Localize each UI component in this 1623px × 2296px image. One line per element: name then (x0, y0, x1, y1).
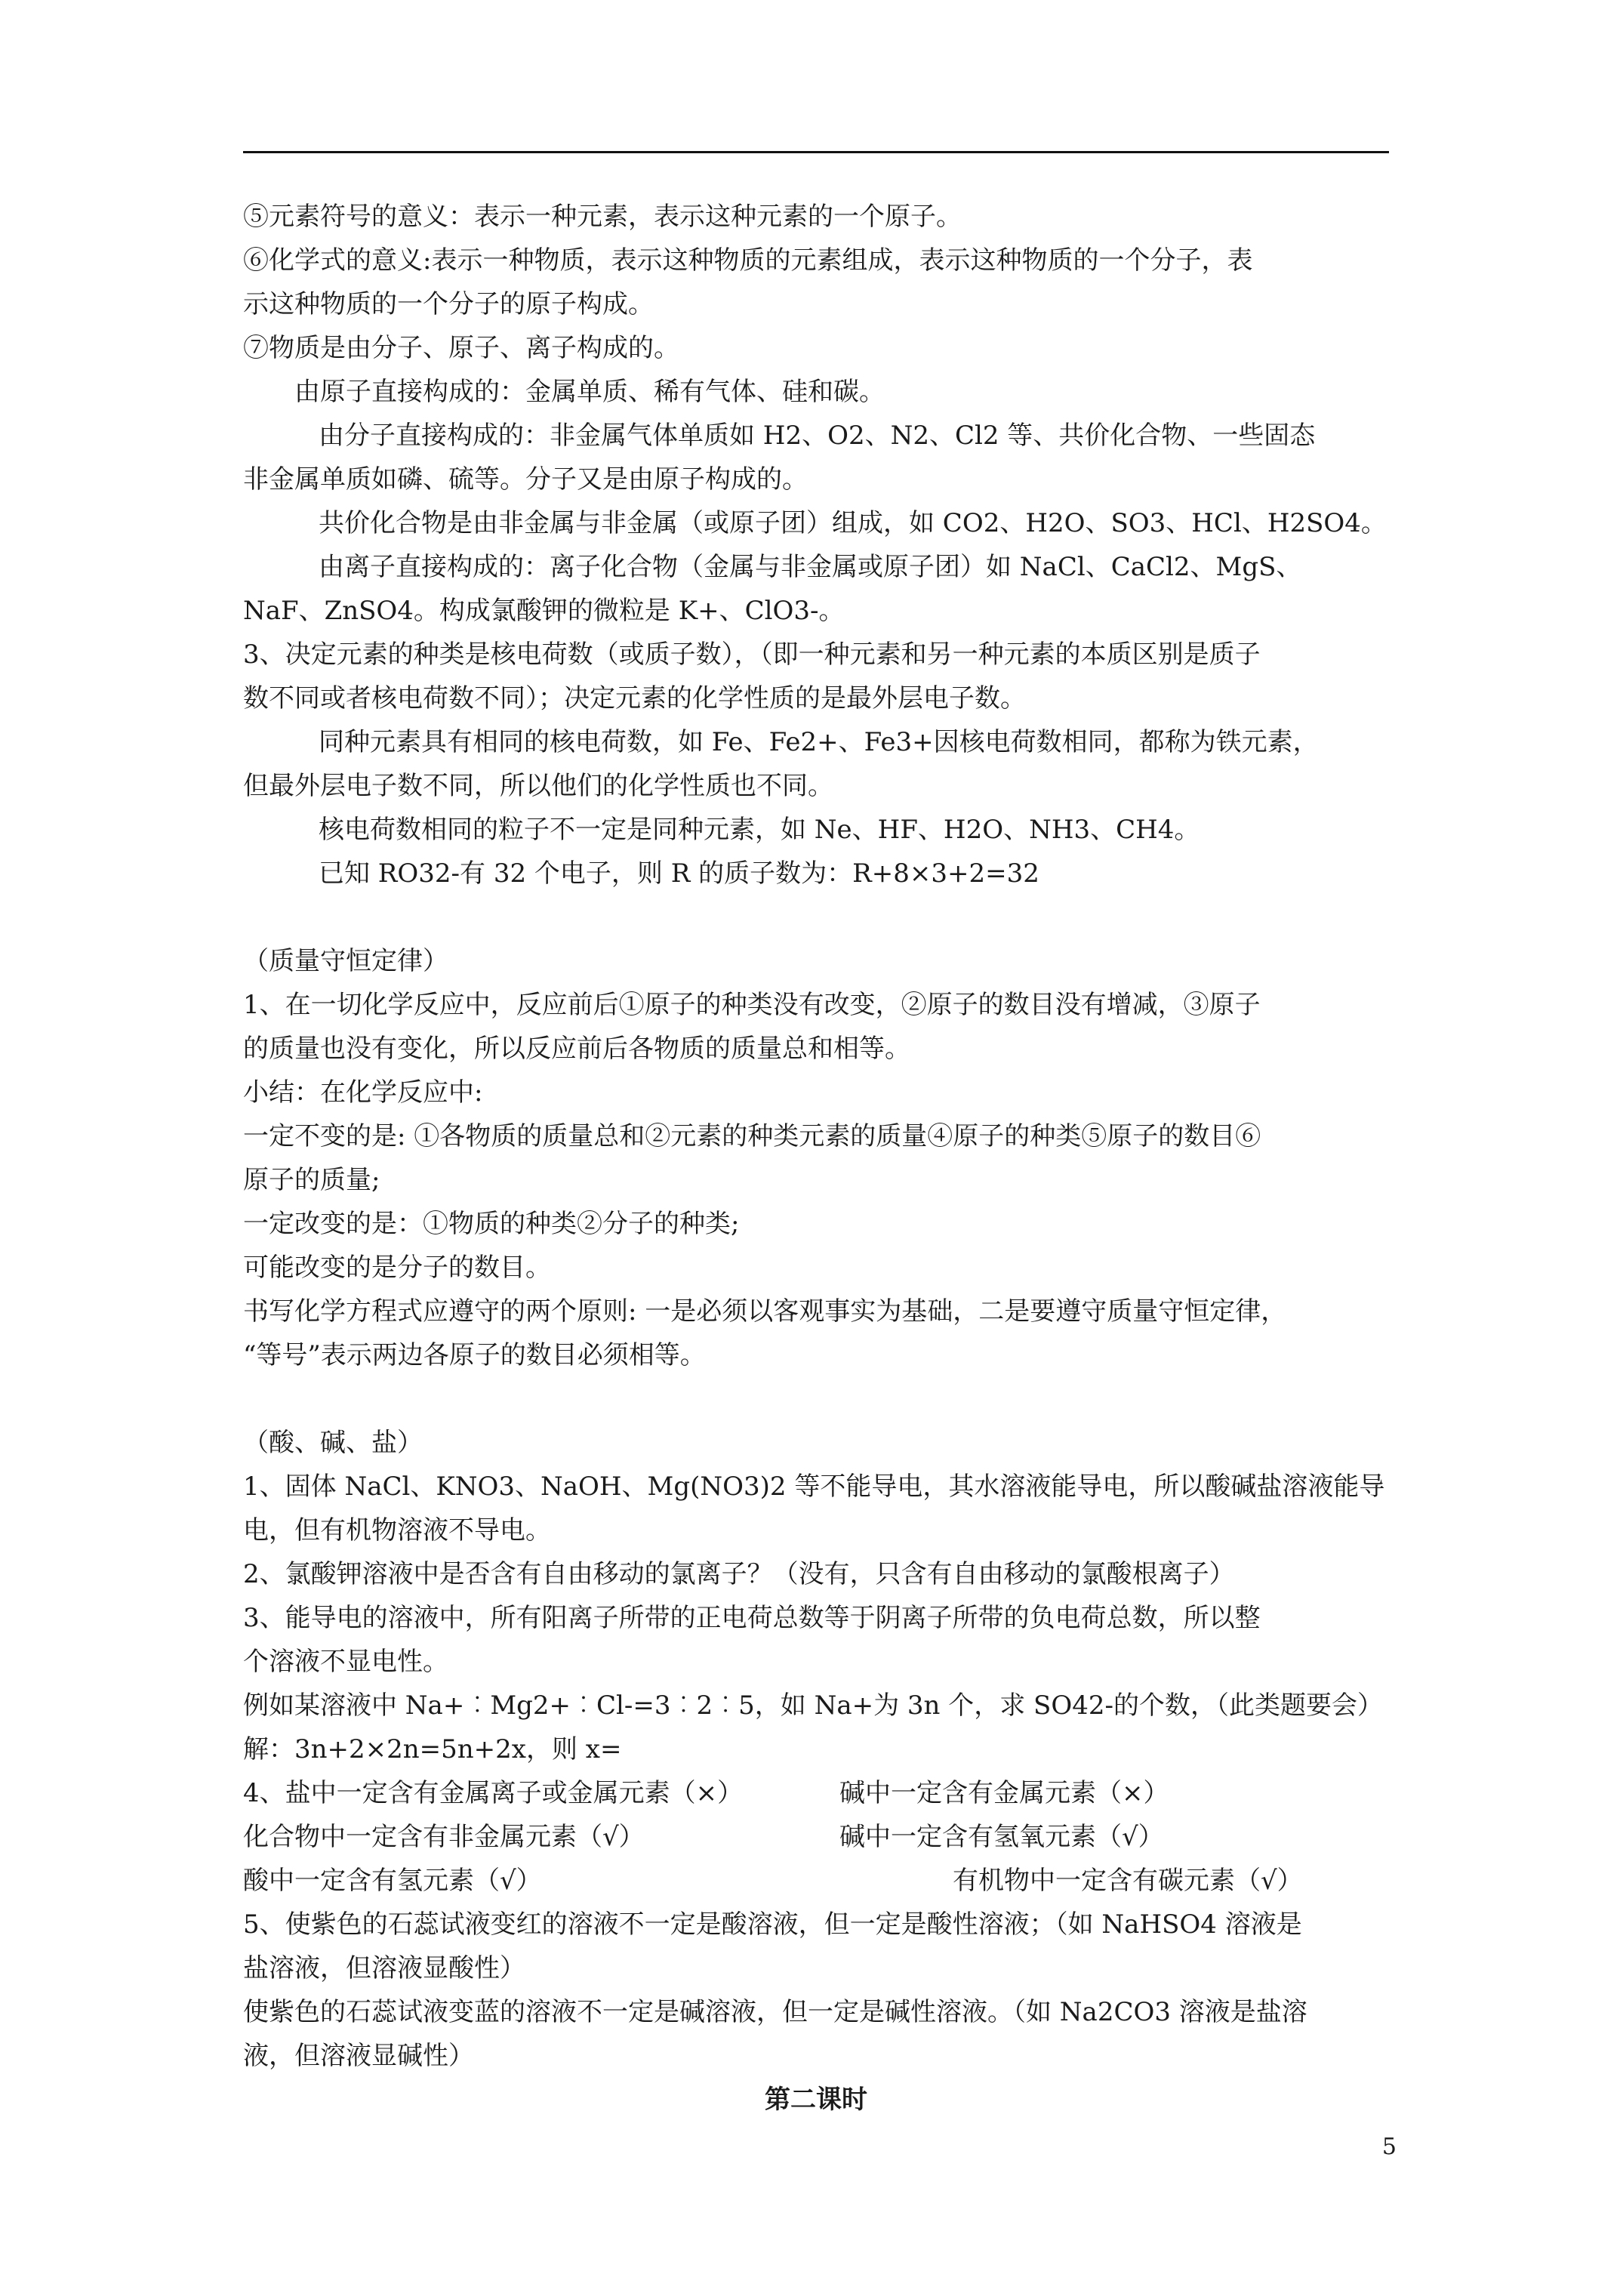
text-line: 原子的质量; (243, 1165, 380, 1195)
text-line: 液，但溶液显碱性） (243, 2041, 474, 2071)
statement-pair (243, 1815, 1389, 1859)
header-rule (243, 151, 1389, 153)
lesson-heading: 第二课时 (765, 2085, 867, 2115)
text-line: ⑦物质是由分子、原子、离子构成的。 (243, 333, 679, 363)
text-line: “等号”表示两边各原子的数目必须相等。 (243, 1340, 706, 1370)
text-line: 电，但有机物溶液不导电。 (243, 1515, 551, 1546)
text-line: 2、氯酸钾溶液中是否含有自由移动的氯离子？（没有，只含有自由移动的氯酸根离子） (243, 1559, 1235, 1589)
statement-pair (243, 1859, 1389, 1903)
text-line: 共价化合物是由非金属与非金属（或原子团）组成，如 CO2、H2O、SO3、HCl、H2SO4。 (319, 508, 1387, 538)
text-line: 同种元素具有相同的核电荷数，如 Fe、Fe2+、Fe3+因核电荷数相同，都称为铁元素， (319, 727, 1319, 757)
text-line: 由离子直接构成的：离子化合物（金属与非金属或原子团）如 NaCl、CaCl2、MgS、 (319, 552, 1302, 582)
text-line: 一定改变的是：①物质的种类②分子的种类; (243, 1209, 740, 1239)
statement-right: 有机物中一定含有碳元素（√） (953, 1866, 1303, 1896)
text-line: 3、能导电的溶液中，所有阳离子所带的正电荷总数等于阴离子所带的负电荷总数，所以整 (243, 1603, 1261, 1633)
text-line: 3、决定元素的种类是核电荷数（或质子数），（即一种元素和另一种元素的本质区别是质子 (243, 639, 1261, 670)
page-body (243, 195, 1389, 2122)
blank-line (243, 1377, 1389, 1421)
text-line: 使紫色的石蕊试液变蓝的溶液不一定是碱溶液，但一定是碱性溶液。（如 Na2CO3 溶液是盐溶 (243, 1997, 1307, 2027)
text-line: 已知 RO32-有 32 个电子，则 R 的质子数为：R+8×3+2=32 (319, 858, 1039, 889)
statement-right: 碱中一定含有金属元素（×） (839, 1778, 1169, 1808)
text-line: 1、固体 NaCl、KNO3、NaOH、Mg(NO3)2 等不能导电，其水溶液能导电，所以酸碱盐溶液能导 (243, 1472, 1385, 1502)
text-line: ⑥化学式的意义:表示一种物质，表示这种物质的元素组成，表示这种物质的一个分子，表 (243, 245, 1253, 276)
text-line: 由分子直接构成的：非金属气体单质如 H2、O2、N2、Cl2 等、共价化合物、一些固态 (319, 421, 1316, 451)
text-line: 解：3n+2×2n=5n+2x，则 x= (243, 1734, 622, 1764)
page-number: 5 (1381, 2134, 1397, 2160)
text-line: 书写化学方程式应遵守的两个原则: 一是必须以客观事实为基础，二是要遵守质量守恒定律， (243, 1296, 1287, 1327)
text-line: 一定不变的是: ①各物质的质量总和②元素的种类元素的质量④原子的种类⑤原子的数目⑥ (243, 1121, 1261, 1151)
section-heading: （酸、碱、盐） (243, 1428, 423, 1458)
text-line: 5、使紫色的石蕊试液变红的溶液不一定是酸溶液，但一定是酸性溶液；（如 NaHSO4 溶液是 (243, 1909, 1302, 1940)
text-line: 盐溶液，但溶液显酸性） (243, 1953, 525, 1983)
text-line: 1、在一切化学反应中，反应前后①原子的种类没有改变，②原子的数目没有增减，③原子 (243, 990, 1261, 1020)
blank-line (243, 895, 1389, 939)
text-line: ⑤元素符号的意义：表示一种元素，表示这种元素的一个原子。 (243, 202, 962, 232)
text-line: 的质量也没有变化，所以反应前后各物质的质量总和相等。 (243, 1034, 910, 1064)
text-line: 示这种物质的一个分子的原子构成。 (243, 289, 654, 319)
text-line: 非金属单质如磷、硫等。分子又是由原子构成的。 (243, 464, 808, 495)
text-line: 由原子直接构成的：金属单质、稀有气体、硅和碳。 (294, 377, 885, 407)
statement-right: 碱中一定含有氢氧元素（√） (839, 1822, 1164, 1852)
text-line: 可能改变的是分子的数目。 (243, 1253, 551, 1283)
text-line: 小结：在化学反应中: (243, 1077, 483, 1108)
statement-pair (243, 1771, 1389, 1815)
section-heading: （质量守恒定律） (243, 946, 448, 976)
statement-left: 4、盐中一定含有金属离子或金属元素（×） (243, 1778, 744, 1808)
text-line: 数不同或者核电荷数不同）；决定元素的化学性质的是最外层电子数。 (243, 683, 1026, 713)
statement-left: 酸中一定含有氢元素（√） (243, 1866, 542, 1896)
statement-left: 化合物中一定含有非金属元素（√） (243, 1822, 645, 1852)
text-line: 但最外层电子数不同，所以他们的化学性质也不同。 (243, 771, 833, 801)
text-line: 个溶液不显电性。 (243, 1647, 448, 1677)
text-line: NaF、ZnSO4。构成氯酸钾的微粒是 K+、ClO3-。 (243, 596, 845, 626)
text-line: 核电荷数相同的粒子不一定是同种元素，如 Ne、HF、H2O、NH3、CH4。 (319, 815, 1200, 845)
text-line: 例如某溶液中 Na+︰Mg2+︰Cl-=3︰2︰5，如 Na+为 3n 个，求 SO42-的个数，（此类题要会） (243, 1690, 1383, 1721)
